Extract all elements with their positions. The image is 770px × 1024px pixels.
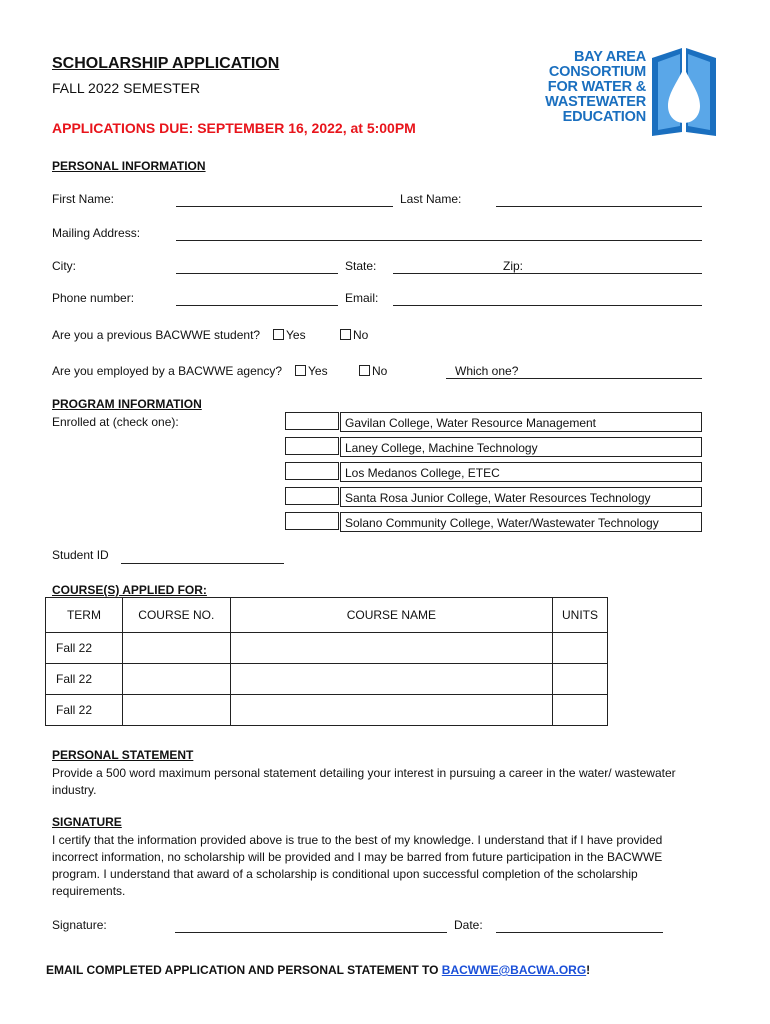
book-water-drop-icon: [648, 46, 720, 138]
zip-label: Zip:: [503, 259, 524, 273]
phone-label: Phone number:: [52, 291, 135, 305]
program-option: Solano Community College, Water/Wastewater Technology: [340, 512, 702, 532]
program-checkbox[interactable]: [285, 512, 339, 530]
employed-no-option[interactable]: [359, 364, 387, 378]
program-info-heading: PROGRAM INFORMATION: [52, 397, 202, 411]
checkbox-icon[interactable]: [295, 365, 306, 376]
logo-line: BAY AREA: [574, 49, 646, 65]
yes-label: Yes: [308, 364, 328, 378]
statement-text: Provide a 500 word maximum personal statement detailing your interest in pursuing a career in the water/ wastewater industry.: [52, 766, 676, 797]
previous-yes-option[interactable]: [273, 328, 306, 342]
course-name-cell[interactable]: [230, 633, 552, 664]
previous-no-option[interactable]: [340, 328, 368, 342]
logo-line: WASTEWATER: [545, 94, 646, 110]
course-no-cell[interactable]: [122, 695, 230, 726]
course-name-cell[interactable]: [230, 664, 552, 695]
semester-label: FALL 2022 SEMESTER: [52, 80, 201, 96]
checkbox-icon[interactable]: [359, 365, 370, 376]
checkbox-icon[interactable]: [340, 329, 351, 340]
table-row: [46, 695, 608, 726]
term-cell: Fall 22: [46, 633, 123, 664]
program-option: Los Medanos College, ETEC: [340, 462, 702, 482]
yes-label: Yes: [286, 328, 306, 342]
signature-label: Signature:: [52, 918, 107, 932]
footer-instructions: [46, 963, 590, 977]
mailing-address-field[interactable]: [176, 240, 702, 241]
which-agency-field[interactable]: [446, 378, 702, 379]
date-field[interactable]: [496, 932, 663, 933]
column-header: TERM: [46, 598, 123, 633]
table-row: [46, 633, 608, 664]
term-cell: Fall 22: [46, 664, 123, 695]
email-field[interactable]: [393, 305, 702, 306]
units-cell[interactable]: [553, 664, 608, 695]
student-id-label: Student ID: [52, 548, 109, 562]
checkbox-icon[interactable]: [273, 329, 284, 340]
first-name-label: First Name:: [52, 192, 115, 206]
state-label: State:: [345, 259, 377, 273]
courses-heading: COURSE(S) APPLIED FOR:: [52, 583, 207, 597]
table-header-row: [46, 598, 608, 633]
student-id-field[interactable]: [121, 563, 284, 564]
previous-student-question: Are you a previous BACWWE student?: [52, 328, 261, 342]
program-option: Santa Rosa Junior College, Water Resources Technology: [340, 487, 702, 507]
program-checkbox[interactable]: [285, 487, 339, 505]
table-row: [46, 664, 608, 695]
column-header: COURSE NAME: [230, 598, 552, 633]
city-field[interactable]: [176, 273, 338, 274]
program-option: Gavilan College, Water Resource Management: [340, 412, 702, 432]
footer-suffix: !: [586, 963, 591, 977]
city-label: City:: [52, 259, 76, 273]
email-link[interactable]: BACWWE@BACWA.ORG: [441, 963, 587, 977]
signature-field[interactable]: [175, 932, 447, 933]
program-checkbox[interactable]: [285, 437, 339, 455]
certification-text: I certify that the information provided above is true to the best of my knowledge. I understand that if I have provided incorrect information, no scholarship will be provided and I may be barred from future participation in the BACWWE program. I understand that award of a scholarship is conditional upon successful completion of the scholarship requirements.: [52, 833, 663, 898]
column-header: COURSE NO.: [122, 598, 230, 633]
course-name-cell[interactable]: [230, 695, 552, 726]
employed-yes-option[interactable]: [295, 364, 328, 378]
footer-text: EMAIL COMPLETED APPLICATION AND PERSONAL STATEMENT TO: [46, 963, 442, 977]
signature-heading: SIGNATURE: [52, 815, 122, 829]
date-label: Date:: [454, 918, 483, 932]
logo-line: FOR WATER &: [547, 79, 646, 95]
no-label: No: [372, 364, 388, 378]
units-cell[interactable]: [553, 695, 608, 726]
statement-heading: PERSONAL STATEMENT: [52, 748, 194, 762]
form-title: SCHOLARSHIP APPLICATION: [52, 55, 280, 72]
due-date: APPLICATIONS DUE: SEPTEMBER 16, 2022, at 5:00PM: [52, 120, 416, 136]
enrolled-label: Enrolled at (check one):: [52, 415, 179, 429]
program-checkbox[interactable]: [285, 412, 339, 430]
which-agency-label: Which one?: [455, 364, 519, 378]
phone-field[interactable]: [176, 305, 338, 306]
email-label: Email:: [345, 291, 379, 305]
employed-question: Are you employed by a BACWWE agency?: [52, 364, 283, 378]
logo-line: EDUCATION: [562, 109, 646, 125]
units-cell[interactable]: [553, 633, 608, 664]
first-name-field[interactable]: [176, 206, 393, 207]
mailing-address-label: Mailing Address:: [52, 226, 141, 240]
no-label: No: [353, 328, 369, 342]
term-cell: Fall 22: [46, 695, 123, 726]
program-option: Laney College, Machine Technology: [340, 437, 702, 457]
course-no-cell[interactable]: [122, 664, 230, 695]
courses-table: [45, 597, 608, 726]
last-name-label: Last Name:: [400, 192, 462, 206]
logo-line: CONSORTIUM: [548, 64, 646, 80]
column-header: UNITS: [553, 598, 608, 633]
bacwwe-logo: [530, 46, 720, 138]
last-name-field[interactable]: [496, 206, 702, 207]
state-zip-field[interactable]: [393, 273, 702, 274]
personal-info-heading: PERSONAL INFORMATION: [52, 159, 206, 173]
program-checkbox[interactable]: [285, 462, 339, 480]
course-no-cell[interactable]: [122, 633, 230, 664]
